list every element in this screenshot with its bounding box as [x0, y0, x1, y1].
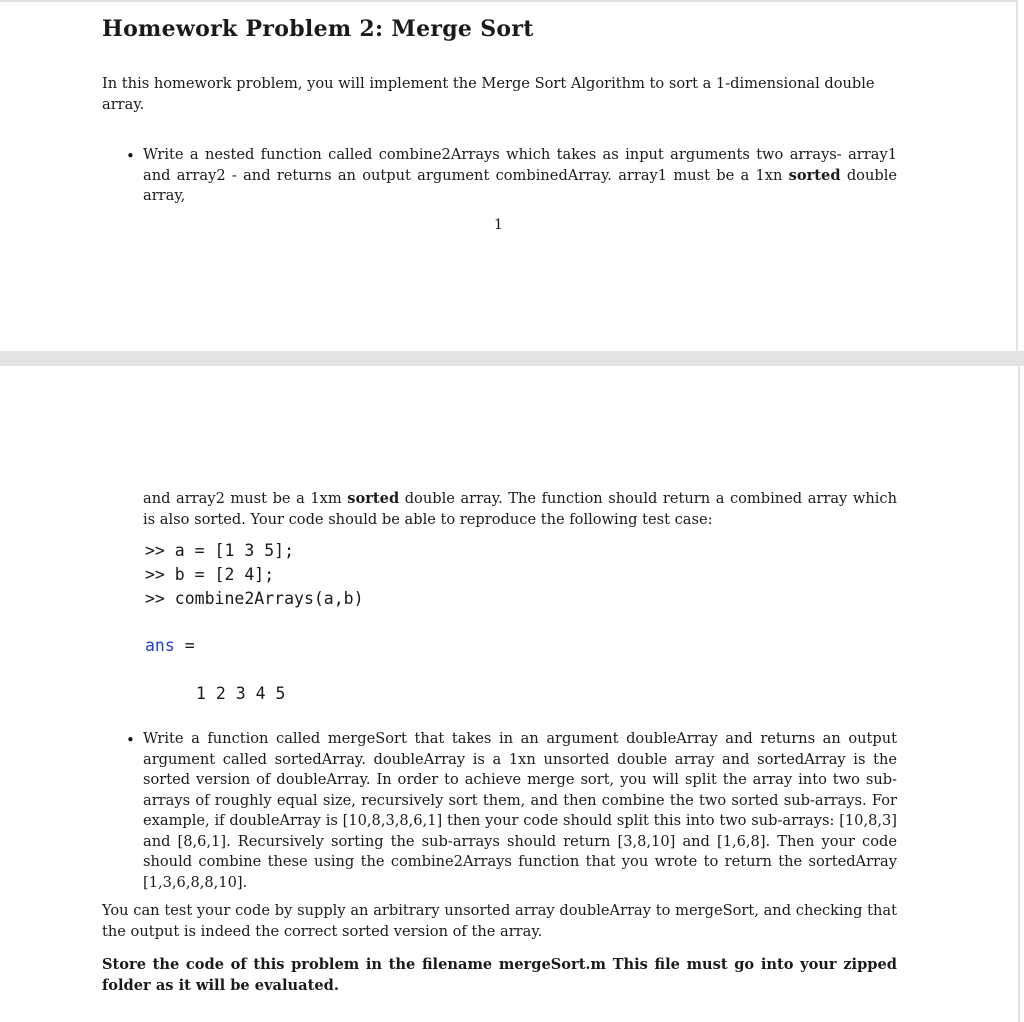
ans-keyword: ans [145, 636, 175, 655]
code-ans-line [145, 634, 195, 658]
test-paragraph: You can test your code by supply an arbitrary unsorted array doubleArray to mergeSort, and checking that the output is indeed the correct sorted version of the array. [102, 902, 897, 940]
bullet1-cont-text-b: double array. The function should return a combined array which is also sorted. Your code should be able to reproduce the following test case: [143, 490, 897, 528]
intro-paragraph: In this homework problem, you will implement the Merge Sort Algorithm to sort a 1-dimensional double array. [102, 75, 875, 113]
bullet-mergesort: Write a function called mergeSort that takes in an argument doubleArray and returns an output argument called sortedArray. doubleArray is a 1xn unsorted double array and sortedArray is the sorted version of doubleArray. In order to achieve merge sort, you will split the array into two sub-arrays of roughly equal size, recursively sort them, and then combine the two sorted sub-arrays. For example, if doubleArray is [10,8,3,8,6,1] then your code should split this into two sub-arrays: [10,8,3] and [8,6,1]. Recursively sorting the sub-arrays should return [3,8,10] and [1,6,8]. Then your code should combine these using the combine2Arrays function that you wrote to return the sortedArray [1,3,6,8,8,10]. [143, 730, 897, 891]
page-number: 1 [494, 217, 503, 233]
bullet-icon: • [126, 147, 135, 165]
ans-equals: = [174, 636, 195, 655]
code-test-case [145, 539, 364, 611]
code-line: >> a = [1 3 5]; [145, 541, 295, 560]
bullet-icon: • [126, 731, 135, 749]
code-line: >> combine2Arrays(a,b) [145, 589, 364, 608]
bullet-combine2arrays [143, 145, 897, 207]
bullet1-text-b: double array, [143, 166, 898, 204]
bullet1-bold-sorted: sorted [788, 166, 841, 184]
code-line: >> b = [2 4]; [145, 565, 275, 584]
store-instructions: Store the code of this problem in the filename mergeSort.m This file must go into your zipped folder as it will be evaluated. [102, 956, 897, 994]
bullet1-cont-bold-sorted: sorted [347, 490, 400, 507]
document-page-1 [0, 0, 1018, 351]
code-ans-values: 1 2 3 4 5 [196, 684, 286, 703]
bullet1-cont-text-a: and array2 must be a 1xm [143, 490, 348, 507]
page-title: Homework Problem 2: Merge Sort [102, 16, 534, 42]
bullet-combine2arrays-continued [143, 489, 897, 530]
bullet1-text-a: Write a nested function called combine2Arrays which takes as input arguments two arrays- array1 and array2 - and returns an output argument combinedArray. array1 must be a 1xn [143, 146, 897, 184]
page-separator [0, 351, 1024, 366]
